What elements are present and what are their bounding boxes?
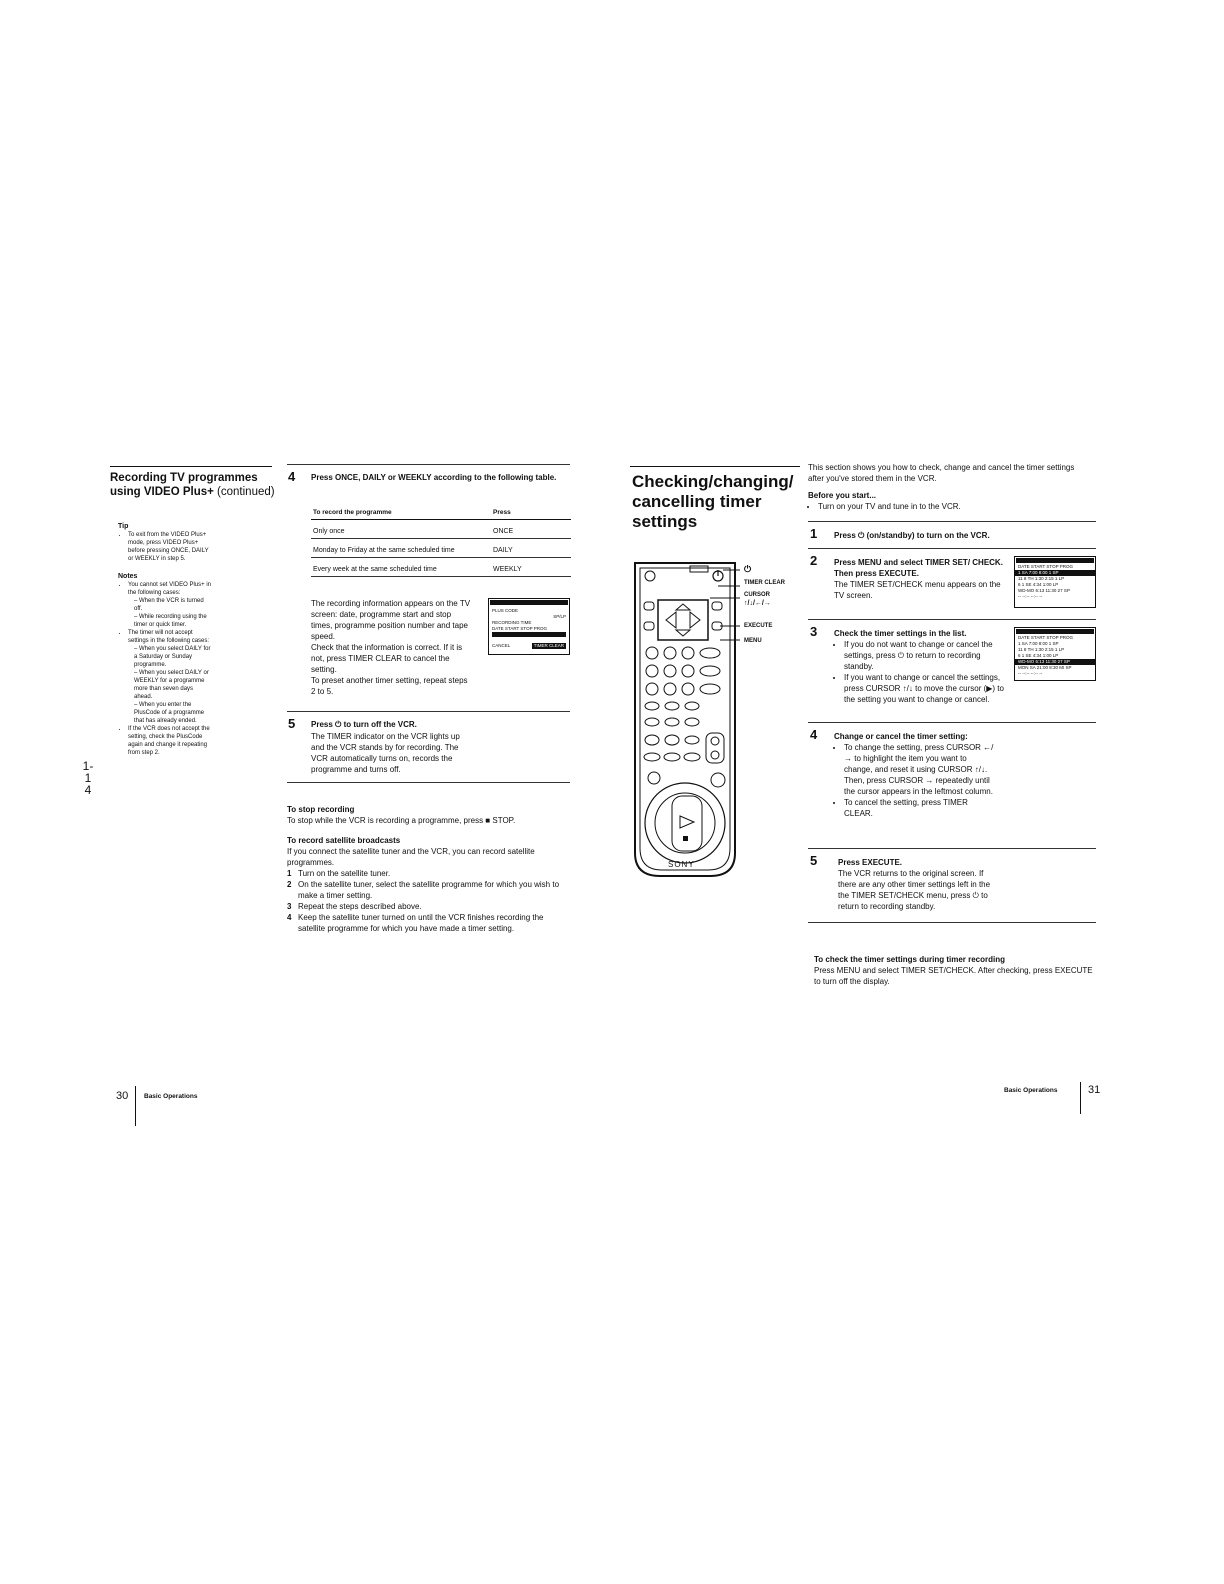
r-step2-text (834, 557, 1004, 601)
table-cell: Monday to Friday at the same scheduled time (311, 539, 491, 558)
left-title-rule (110, 466, 272, 467)
r-step3-rule (808, 619, 1096, 620)
screen-row: 11 8 TH 1:30 2:15 1 LP (1018, 576, 1065, 581)
right-page-title: Checking/changing/ cancelling timer settings (632, 472, 794, 531)
r-step1-title: Press ⏻ (on/standby) to turn on the VCR. (834, 531, 990, 540)
cursor-right-icon (690, 612, 700, 628)
satellite-heading: To record satellite broadcasts (287, 836, 401, 845)
r-step5-text (838, 857, 998, 912)
table-cell: ONCE (491, 520, 571, 539)
right-page-number: 31 (1088, 1084, 1101, 1096)
screen-title-bar (490, 600, 568, 605)
note-item: • If the VCR does not accept the setting, check the PlusCode again and change it repeating from step 2. (128, 725, 213, 757)
timer-menu-screen-1 (1014, 556, 1096, 608)
screen-row: 6 1 SE 4:34 1:00 LP (1018, 653, 1059, 658)
satellite-steps (287, 868, 572, 934)
play-icon (680, 816, 694, 828)
before-list (808, 501, 1078, 512)
left-title-text: Recording TV programmes using VIDEO Plus+ (110, 472, 258, 498)
notes-list (118, 581, 213, 757)
cursor-down-icon (676, 630, 690, 636)
right-footer-label: Basic Operations (1004, 1087, 1058, 1094)
screen-row-highlight (492, 632, 566, 637)
tip-list (118, 531, 213, 563)
step5-bottom-rule (287, 782, 570, 783)
note-item: • The timer will not accept settings in the following cases: – When you select DAILY for a Saturday or Sunday programme. – When you select DAILY or WEEKLY for a programme more than seven days ahead. – When you enter the PlusCode of a programme that has already ended. (128, 629, 213, 725)
note-item: • You cannot set VIDEO Plus+ in the following cases: – When the VCR is turned off. – While recording using the timer or quick timer. (128, 581, 213, 629)
notes-heading: Notes (118, 573, 138, 580)
r-step4-title: Change or cancel the timer setting: (834, 732, 968, 741)
screen-row: PLUS CODE (492, 608, 519, 613)
r-step3-text (834, 628, 1006, 705)
stop-icon (683, 836, 688, 841)
power-button-icon (713, 570, 723, 581)
step5-title: Press ⏻ to turn off the VCR. (311, 720, 417, 729)
left-page-title (110, 471, 280, 499)
screen-row: 6 1 SE 4:34 1:00 LP (1018, 582, 1059, 587)
screen-row: DATE START STOP PROG (1018, 564, 1074, 569)
screen-row: WD-MO 6:13 11:30 27 SP (1015, 659, 1095, 665)
remote-label-timer-clear: TIMER CLEAR (744, 580, 785, 586)
tip-item: • To exit from the VIDEO Plus+ mode, press VIDEO Plus+ before pressing ONCE, DAILY or WEEKLY in step 5. (128, 531, 213, 563)
r-step5-rule (808, 848, 1096, 849)
note-subitem: – When you select DAILY for a Saturday or Sunday programme. (134, 646, 211, 668)
r-step3-title: Check the timer settings in the list. (834, 629, 967, 638)
right-title-rule (630, 466, 800, 467)
step4-body (311, 598, 471, 697)
step5-body: The TIMER indicator on the VCR lights up and the VCR stands by for recording. The VCR automatically turns on, records the programme and turns off. (311, 732, 460, 774)
remote-label-cursor: CURSOR (744, 592, 771, 598)
step4-body-para: The recording information appears on the TV screen: date, programme start and stop times, programme position number and tape speed. (311, 599, 471, 641)
step5-number: 5 (288, 716, 296, 731)
tv-screen-illustration (488, 598, 570, 655)
screen-title-bar (1016, 629, 1094, 634)
screen-row: MON SA 21:00 8:30 MI SP (1018, 665, 1072, 670)
r-step2-number: 2 (810, 553, 818, 568)
check-heading: To check the timer settings during timer recording (814, 955, 1005, 964)
r-step4-number: 4 (810, 727, 818, 742)
note-subitem: – While recording using the timer or quick timer. (134, 614, 207, 628)
table-header-row (311, 506, 571, 520)
before-heading: Before you start... (808, 491, 877, 500)
table-col-press: Press (491, 506, 571, 520)
list-item: • To change the setting, press CURSOR ←/→ to highlight the item you want to change, and reset it using CURSOR ↑/↓. Then, press CURSOR → repeatedly until the cursor appears in the leftmost column. (844, 742, 994, 797)
screen-row: RECORDING TIME (492, 620, 532, 625)
step4-top-rule (287, 464, 570, 465)
tip-block (118, 523, 213, 757)
left-page-number: 30 (116, 1090, 129, 1102)
pause-icon (711, 773, 725, 787)
stop-heading: To stop recording (287, 805, 355, 814)
right-intro (808, 462, 1078, 512)
remote-control-illustration (630, 558, 810, 883)
cursor-left-icon (666, 612, 676, 628)
schedule-table (311, 506, 571, 577)
r-step4-text (834, 731, 994, 819)
r-step3-number: 3 (810, 624, 818, 639)
screen-row: WD-MO 6:13 11:30 27 SP (1018, 588, 1070, 593)
step4-body-para: Check that the information is correct. If it is not, press TIMER CLEAR to cancel the setting. (311, 643, 463, 674)
step4-title: Press ONCE, DAILY or WEEKLY according to the following table. (311, 473, 557, 482)
remote-brand-logo: SONY (668, 860, 695, 869)
check-body: Press MENU and select TIMER SET/CHECK. After checking, press EXECUTE to turn off the display. (814, 966, 1093, 986)
before-item: • Turn on your TV and tune in to the VCR. (818, 501, 1078, 512)
stop-body: To stop while the VCR is recording a programme, press ■ STOP. (287, 816, 516, 825)
satellite-body: If you connect the satellite tuner and the VCR, you can record satellite programmes. (287, 847, 535, 867)
table-cell: DAILY (491, 539, 571, 558)
r-step2-title: Press MENU and select TIMER SET/ CHECK. Then press EXECUTE. (834, 558, 1003, 578)
r-step4-rule (808, 722, 1096, 723)
list-item: 3 Repeat the steps described above. (287, 902, 422, 911)
note-subitem: – When you enter the PlusCode of a programme that has already ended. (134, 702, 205, 724)
list-item: 1 Turn on the satellite tuner. (287, 869, 391, 878)
step5-top-rule (287, 711, 570, 712)
note-subitem: – When the VCR is turned off. (134, 598, 204, 612)
r-step1-rule (808, 521, 1096, 522)
table-cell: Every week at the same scheduled time (311, 558, 491, 577)
list-item: • If you do not want to change or cancel the settings, press ⏻ to return to recording standby. (844, 639, 1006, 672)
r-step1-number: 1 (810, 526, 818, 541)
list-item: • To cancel the setting, press TIMER CLEAR. (844, 797, 994, 819)
note-subitem: – When you select DAILY or WEEKLY for a programme more than seven days ahead. (134, 670, 209, 700)
table-cell: WEEKLY (491, 558, 571, 577)
r-step3-list (834, 639, 1006, 705)
r-step5-title: Press EXECUTE. (838, 858, 903, 867)
right-footer-divider (1080, 1082, 1081, 1114)
screen-row: 1 SA 7:00 8:00 1 SP (1018, 641, 1059, 646)
r-step2-body: The TIMER SET/CHECK menu appears on the TV screen. (834, 580, 1001, 600)
check-during-recording (814, 954, 1094, 987)
cursor-up-icon (676, 604, 690, 610)
remote-label-menu: MENU (744, 638, 762, 644)
list-item: • If you want to change or cancel the settings, press CURSOR ↑/↓ to move the cursor (▶) to the setting you want to change or cancel. (844, 672, 1006, 705)
screen-timer-clear-label: TIMER CLEAR (533, 643, 564, 648)
stop-recording-section (287, 804, 572, 934)
table-row (311, 558, 571, 577)
r-step5-bottom-rule (808, 922, 1096, 923)
table-col-programme: To record the programme (311, 506, 491, 520)
remote-label-power: ⏻ (744, 564, 752, 574)
list-item: 2 On the satellite tuner, select the satellite programme for which you wish to make a timer setting. (287, 880, 560, 900)
screen-row: -- --:-- --:-- -- (1018, 594, 1043, 599)
left-title-continued: (continued) (217, 486, 275, 498)
screen-cancel-label: CANCEL (492, 643, 511, 648)
left-footer-label: Basic Operations (144, 1093, 198, 1100)
r-step5-number: 5 (810, 853, 818, 868)
list-item: 4 Keep the satellite tuner turned on until the VCR finishes recording the satellite programme for which you have made a timer setting. (287, 913, 544, 933)
intro-text: This section shows you how to check, change and cancel the timer settings after you've stored them in the VCR. (808, 463, 1075, 483)
left-footer-divider (135, 1086, 136, 1126)
table-row (311, 539, 571, 558)
screen-row (489, 643, 569, 649)
screen-row: SP/LP (553, 614, 566, 619)
side-marker: 1-14 (82, 759, 94, 797)
table-row (311, 520, 571, 539)
remote-label-execute: EXECUTE (744, 623, 773, 629)
screen-row: DATE START STOP PROG (1018, 635, 1074, 640)
screen-row: DATE START STOP PROG (492, 626, 548, 631)
timer-menu-screen-2 (1014, 627, 1096, 681)
screen-row: 1 SA 7:00 8:00 1 SP (1015, 570, 1095, 576)
r-step4-list (834, 742, 994, 819)
table-cell: Only once (311, 520, 491, 539)
remote-label-arrows: ↑/↓/←/→ (744, 600, 771, 607)
screen-row: 11 8 TH 1:30 2:15 1 LP (1018, 647, 1065, 652)
screen-title-bar (1016, 558, 1094, 563)
screen-row: -- --:-- --:-- -- (1018, 671, 1043, 676)
tip-heading: Tip (118, 523, 129, 530)
r-step5-body: The VCR returns to the original screen. If there are any other timer settings left in the the TIMER SET/CHECK menu, press ⏻ to return to recording standby. (838, 869, 991, 911)
step4-body-para: To preset another timer setting, repeat steps 2 to 5. (311, 676, 468, 696)
r-step2-rule (808, 548, 1096, 549)
step4-number: 4 (288, 469, 296, 484)
